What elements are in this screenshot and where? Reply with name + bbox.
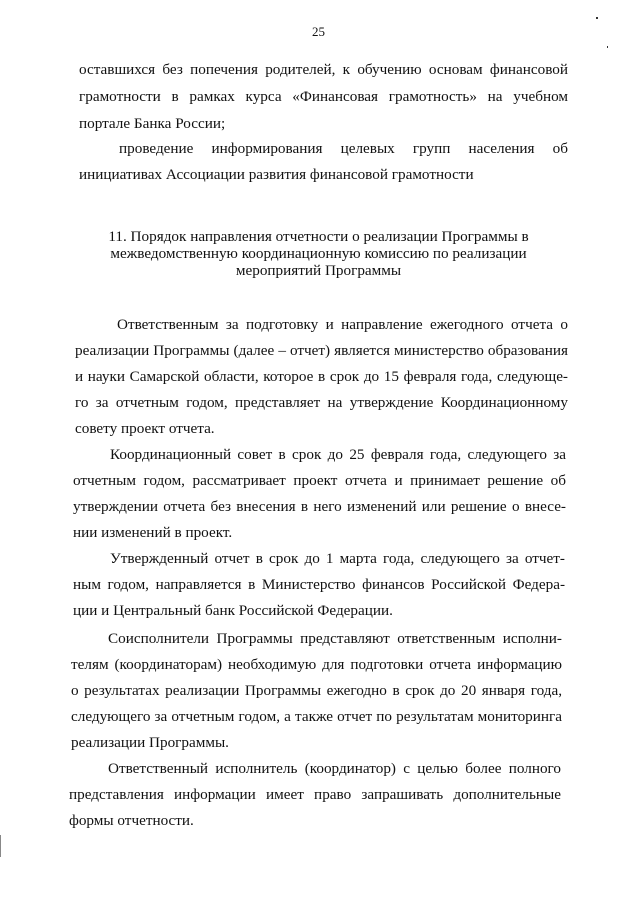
section-heading-line: мероприятий Программы [235, 262, 402, 279]
section-heading-line: межведомственную координационную комиссию по реализации [110, 245, 527, 262]
text-line: о результатах реализации Программы ежегодно в срок до 20 января года, [71, 682, 562, 699]
text-line: ции и Центральный банк Российской Федерации. [73, 602, 393, 619]
text-line: телям (координаторам) необходимую для подготовки отчета информацию [71, 656, 562, 673]
text-line: реализации Программы. [71, 734, 229, 751]
scan-speck [0, 835, 1, 857]
text-line: го за отчетным годом, представляет на утверждение Координационному [75, 394, 568, 411]
text-line: Утвержденный отчет в срок до 1 марта года, следующего за отчет- [110, 550, 565, 567]
scan-speck [596, 17, 598, 19]
text-line: формы отчетности. [69, 812, 194, 829]
text-line: следующего за отчетным годом, а также отчет по результатам мониторинга [71, 708, 562, 725]
text-line: Соисполнители Программы представляют ответственным исполни- [108, 630, 562, 647]
text-line: Ответственным за подготовку и направление ежегодного отчета о [117, 316, 568, 333]
text-line: инициативах Ассоциации развития финансовой грамотности [79, 166, 474, 183]
text-line: грамотности в рамках курса «Финансовая грамотность» на учебном [79, 88, 568, 105]
text-line: отчетным годом, рассматривает проект отчета и принимает решение об [73, 472, 566, 489]
text-line: представления информации имеет право запрашивать дополнительные [69, 786, 561, 803]
text-line: Ответственный исполнитель (координатор) с целью более полного [108, 760, 561, 777]
text-line: совету проект отчета. [75, 420, 215, 437]
text-line: Координационный совет в срок до 25 февраля года, следующего за [110, 446, 566, 463]
text-line: оставшихся без попечения родителей, к обучению основам финансовой [79, 61, 568, 78]
section-heading-line: 11. Порядок направления отчетности о реализации Программы в [108, 228, 529, 245]
text-line: портале Банка России; [79, 115, 226, 132]
text-line: ным годом, направляется в Министерство финансов Российской Федера- [73, 576, 565, 593]
text-line: утверждении отчета без внесения в него изменений или решение о внесе- [73, 498, 566, 515]
page-number: 25 [312, 24, 325, 39]
text-line: и науки Самарской области, которое в срок до 15 февраля года, следующе- [75, 368, 568, 385]
scan-speck [607, 46, 608, 48]
text-line: нии изменений в проект. [73, 524, 233, 541]
text-line: проведение информирования целевых групп населения об [119, 140, 568, 157]
text-line: реализации Программы (далее – отчет) является министерство образования [75, 342, 568, 359]
